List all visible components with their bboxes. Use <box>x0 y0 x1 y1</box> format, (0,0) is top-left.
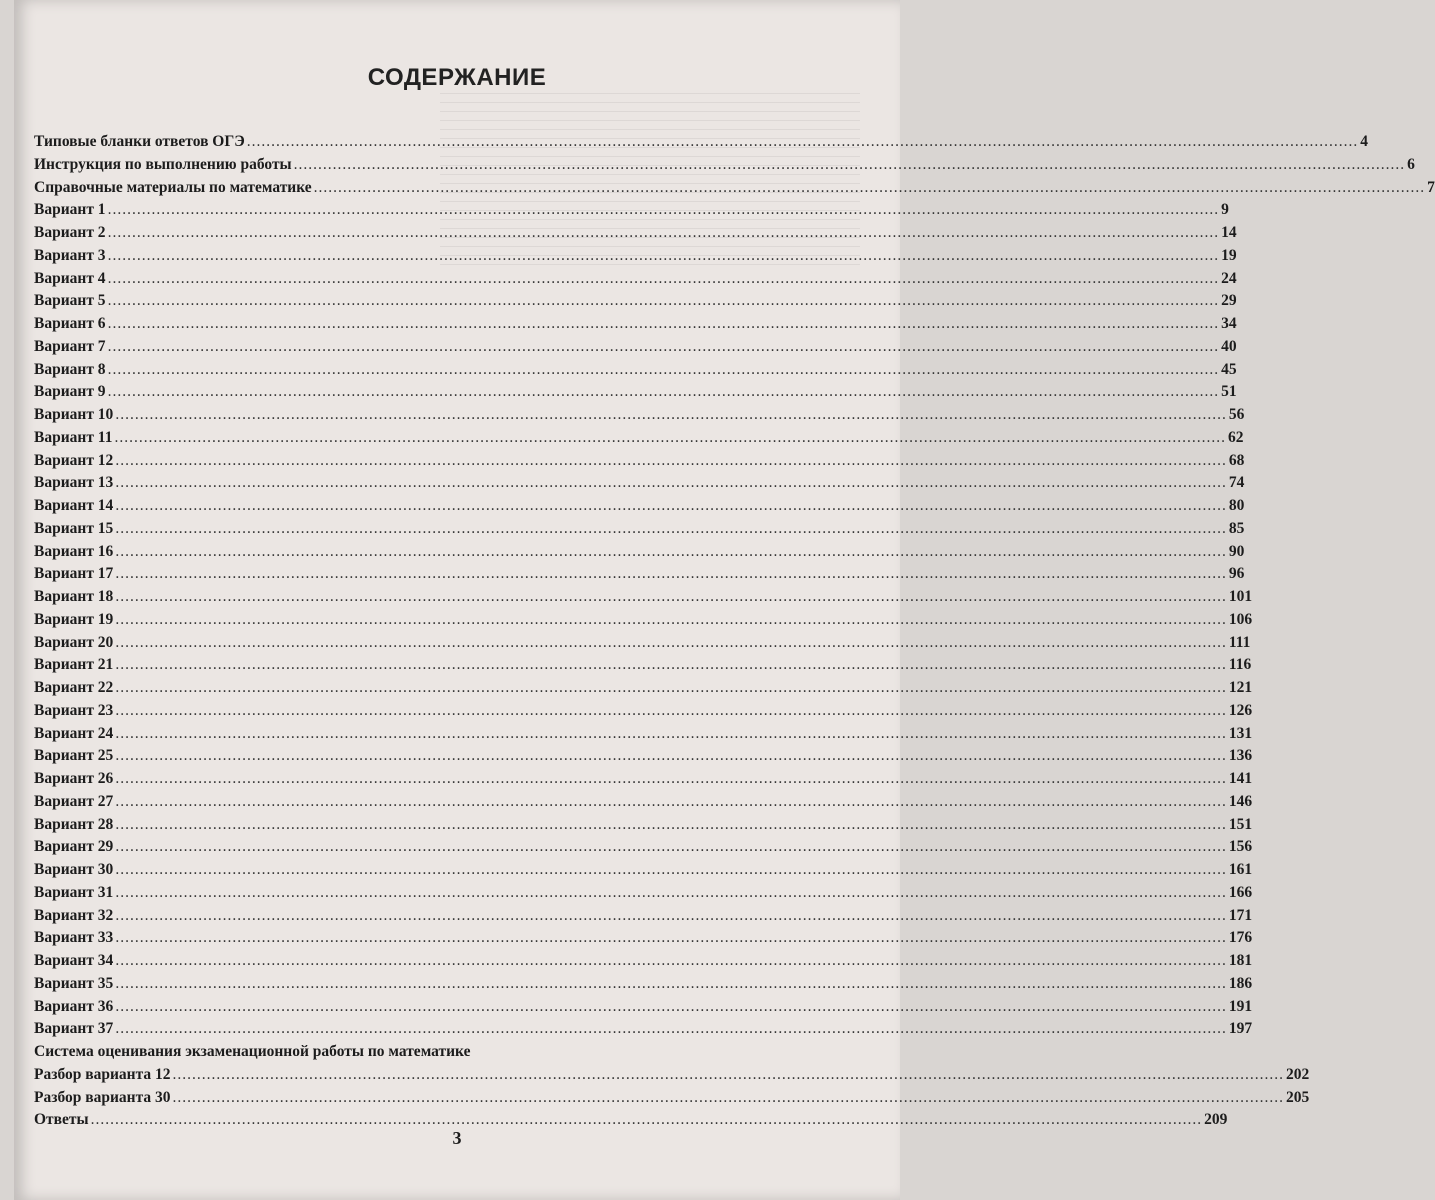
toc-entry-label: Вариант 4 <box>34 269 106 287</box>
toc-entry <box>34 541 1245 564</box>
toc-entry-label: Вариант 37 <box>34 1020 114 1038</box>
toc-dot-leader <box>108 381 1220 404</box>
toc-dot-leader <box>115 495 1227 518</box>
toc-entry <box>34 586 1253 609</box>
toc-dot-leader <box>314 177 1426 200</box>
toc-entry-page: 56 <box>1228 406 1245 423</box>
toc-entry <box>34 154 1415 177</box>
toc-entry <box>34 495 1245 518</box>
toc-entry-page: 90 <box>1228 542 1245 560</box>
toc-dot-leader <box>108 199 1220 222</box>
toc-entry-label: Вариант 13 <box>34 474 114 492</box>
toc-entry-label: Вариант 33 <box>34 929 114 947</box>
toc-dot-leader <box>115 996 1227 1019</box>
toc-entry-page: 80 <box>1228 497 1245 514</box>
toc-entry <box>34 563 1245 586</box>
toc-entry-page: 51 <box>1221 383 1237 401</box>
toc-entry-label: Вариант 8 <box>34 360 106 378</box>
toc-dot-leader <box>115 859 1227 882</box>
toc-entry <box>34 927 1253 950</box>
toc-entry-page: 141 <box>1228 770 1253 787</box>
toc-entry <box>34 381 1237 404</box>
toc-entry-label: Вариант 20 <box>34 633 114 651</box>
toc-entry-label: Вариант 29 <box>34 838 114 856</box>
toc-dot-leader <box>115 700 1227 723</box>
toc-dot-leader <box>108 290 1220 313</box>
toc-entry-label: Вариант 18 <box>34 588 114 605</box>
toc-entry <box>34 1087 1310 1110</box>
toc-entry-page: 131 <box>1228 724 1253 742</box>
toc-entry-page: 205 <box>1286 1088 1310 1106</box>
toc-entry-label: Вариант 30 <box>34 861 114 878</box>
toc-dot-leader <box>115 836 1227 859</box>
toc-entry <box>34 609 1253 632</box>
toc-dot-leader <box>115 586 1227 609</box>
toc-entry <box>34 814 1253 837</box>
toc-dot-leader <box>173 1087 1285 1110</box>
toc-entry-label: Вариант 9 <box>34 383 106 401</box>
toc-entry-label: Вариант 17 <box>34 565 114 583</box>
toc-dot-leader <box>115 723 1227 746</box>
toc-entry <box>34 996 1253 1019</box>
toc-entry <box>34 427 1244 450</box>
toc-entry-page: 101 <box>1228 588 1253 605</box>
toc-dot-leader <box>115 518 1227 541</box>
toc-entry-page: 29 <box>1221 292 1237 310</box>
toc-dot-leader <box>115 1018 1227 1041</box>
toc-entry-label: Разбор варианта 30 <box>34 1088 171 1106</box>
toc-entry-page: 68 <box>1228 451 1245 469</box>
toc-entry-label: Вариант 31 <box>34 883 114 901</box>
toc-dot-leader <box>115 768 1227 791</box>
toc-entry-page: 14 <box>1221 224 1237 241</box>
toc-entry <box>34 700 1253 723</box>
toc-entry-label: Разбор варианта 12 <box>34 1065 171 1083</box>
toc-entry-page: 7 <box>1427 178 1435 196</box>
toc-dot-leader <box>115 654 1227 677</box>
toc-entry-label: Вариант 7 <box>34 337 106 355</box>
toc-entry <box>34 791 1253 814</box>
toc-dot-leader <box>108 336 1220 359</box>
toc-dot-leader <box>294 154 1406 177</box>
toc-entry-page: 85 <box>1228 519 1245 537</box>
toc-entry-page: 24 <box>1221 269 1237 287</box>
toc-entry <box>34 290 1237 313</box>
toc-entry-label: Вариант 25 <box>34 747 114 765</box>
toc-entry-label: Вариант 36 <box>34 997 114 1015</box>
toc-entry-page: 9 <box>1221 201 1229 219</box>
toc-entry-label: Вариант 23 <box>34 701 114 719</box>
toc-entry-label: Система оценивания экзаменационной работы по математике <box>34 1043 471 1060</box>
toc-dot-leader <box>115 404 1227 427</box>
toc-entry-page: 96 <box>1228 565 1245 583</box>
toc-entry <box>34 632 1251 655</box>
toc-entry-label: Вариант 26 <box>34 770 114 787</box>
toc-entry <box>34 199 1229 222</box>
toc-entry-label: Вариант 19 <box>34 610 114 628</box>
toc-entry-label: Вариант 14 <box>34 497 114 514</box>
toc-entry <box>34 131 1368 154</box>
toc-entry-page: 197 <box>1228 1020 1253 1038</box>
toc-entry-page: 166 <box>1228 883 1253 901</box>
toc-entry-page: 34 <box>1221 315 1237 332</box>
toc-entry <box>34 723 1253 746</box>
toc-entry-label: Вариант 28 <box>34 815 114 833</box>
toc-entry-page: 209 <box>1204 1111 1228 1129</box>
toc-entry-label: Вариант 15 <box>34 519 114 537</box>
toc-entry <box>34 268 1237 291</box>
toc-entry <box>34 472 1245 495</box>
toc-entry-label: Вариант 6 <box>34 315 106 332</box>
toc-entry-label: Справочные материалы по математике <box>34 178 312 196</box>
toc-dot-leader <box>115 905 1227 928</box>
toc-entry-page: 136 <box>1228 747 1253 765</box>
toc-entry-page: 116 <box>1228 656 1252 674</box>
toc-entry-page: 106 <box>1228 610 1253 628</box>
toc-entry-label: Вариант 21 <box>34 656 114 674</box>
toc-entry-page: 176 <box>1228 929 1253 947</box>
toc-entry-page: 171 <box>1228 906 1253 924</box>
toc-dot-leader <box>108 222 1220 245</box>
toc-entry-page: 191 <box>1228 997 1253 1015</box>
toc-entry-page: 19 <box>1221 246 1237 264</box>
toc-entry <box>34 518 1245 541</box>
page-number: 3 <box>452 1128 462 1148</box>
toc-entry-page: 121 <box>1228 679 1253 696</box>
toc-entry-page: 156 <box>1228 838 1253 856</box>
toc-entry-label: Вариант 12 <box>34 451 114 469</box>
toc-entry-label: Вариант 11 <box>34 428 113 446</box>
toc-entry <box>34 654 1252 677</box>
toc-entry-label: Вариант 1 <box>34 201 106 219</box>
toc-entry-page: 6 <box>1407 155 1415 173</box>
toc-entry-label: Инструкция по выполнению работы <box>34 155 292 173</box>
toc-entry-page: 151 <box>1228 815 1253 833</box>
toc-dot-leader <box>115 791 1227 814</box>
toc-entry-label: Вариант 24 <box>34 724 114 742</box>
toc-dot-leader <box>115 677 1227 700</box>
toc-entry-page: 202 <box>1286 1065 1310 1083</box>
toc-entry <box>34 177 1435 200</box>
toc-entry-label: Вариант 34 <box>34 952 114 969</box>
toc-entry-label: Вариант 32 <box>34 906 114 924</box>
toc-entry <box>34 1064 1310 1087</box>
toc-entry-label: Ответы <box>34 1111 89 1129</box>
toc-dot-leader <box>115 814 1227 837</box>
toc-dot-leader <box>247 131 1359 154</box>
toc-entry-label: Вариант 35 <box>34 974 114 992</box>
toc-dot-leader <box>115 882 1227 905</box>
toc-dot-leader <box>115 541 1227 564</box>
toc-entry-label: Вариант 5 <box>34 292 106 310</box>
toc-dot-leader <box>108 359 1220 382</box>
toc-dot-leader <box>115 632 1227 655</box>
toc-entry <box>34 245 1237 268</box>
toc-entry-page: 74 <box>1228 474 1245 492</box>
toc-entry <box>34 450 1245 473</box>
toc-dot-leader <box>108 268 1220 291</box>
toc-entry-label: Вариант 10 <box>34 406 114 423</box>
toc-entry <box>34 222 1237 245</box>
toc-entry-page: 126 <box>1228 701 1253 719</box>
page-title: СОДЕРЖАНИЕ <box>367 64 547 91</box>
table-of-contents <box>34 131 1435 1132</box>
toc-entry <box>34 359 1237 382</box>
toc-entry-label: Типовые бланки ответов ОГЭ <box>34 133 245 150</box>
toc-entry-page: 40 <box>1221 337 1237 355</box>
toc-entry <box>34 336 1237 359</box>
toc-dot-leader <box>115 450 1227 473</box>
toc-dot-leader <box>115 927 1227 950</box>
toc-entry <box>34 768 1253 791</box>
toc-dot-leader <box>115 472 1227 495</box>
toc-entry-label: Вариант 2 <box>34 224 106 241</box>
toc-entry-page: 161 <box>1228 861 1253 878</box>
toc-entry <box>34 1041 910 1064</box>
toc-entry <box>34 882 1253 905</box>
toc-entry-page: 186 <box>1228 974 1253 992</box>
toc-dot-leader <box>173 1064 1285 1087</box>
toc-entry <box>34 836 1253 859</box>
book-page <box>14 0 1435 1200</box>
toc-entry <box>34 859 1253 882</box>
toc-entry-label: Вариант 16 <box>34 542 114 560</box>
toc-dot-leader <box>108 245 1220 268</box>
toc-entry-label: Вариант 22 <box>34 679 114 696</box>
toc-dot-leader <box>108 313 1220 336</box>
toc-entry-page: 111 <box>1228 633 1251 651</box>
toc-dot-leader <box>114 427 1226 450</box>
toc-entry-label: Вариант 27 <box>34 792 114 810</box>
toc-entry <box>34 905 1253 928</box>
toc-entry <box>34 404 1245 427</box>
toc-entry <box>34 973 1253 996</box>
toc-dot-leader <box>115 563 1227 586</box>
toc-entry-page: 4 <box>1360 133 1368 150</box>
toc-entry-label: Вариант 3 <box>34 246 106 264</box>
toc-dot-leader <box>115 745 1227 768</box>
toc-entry <box>34 313 1237 336</box>
toc-entry <box>34 950 1253 973</box>
toc-entry <box>34 745 1253 768</box>
toc-entry-page: 45 <box>1221 360 1237 378</box>
toc-dot-leader <box>115 609 1227 632</box>
toc-dot-leader <box>115 950 1227 973</box>
toc-entry-page: 62 <box>1227 428 1244 446</box>
toc-entry <box>34 677 1253 700</box>
toc-dot-leader <box>115 973 1227 996</box>
toc-entry-page: 146 <box>1228 792 1253 810</box>
toc-entry <box>34 1018 1253 1041</box>
toc-entry-page: 181 <box>1228 952 1253 969</box>
